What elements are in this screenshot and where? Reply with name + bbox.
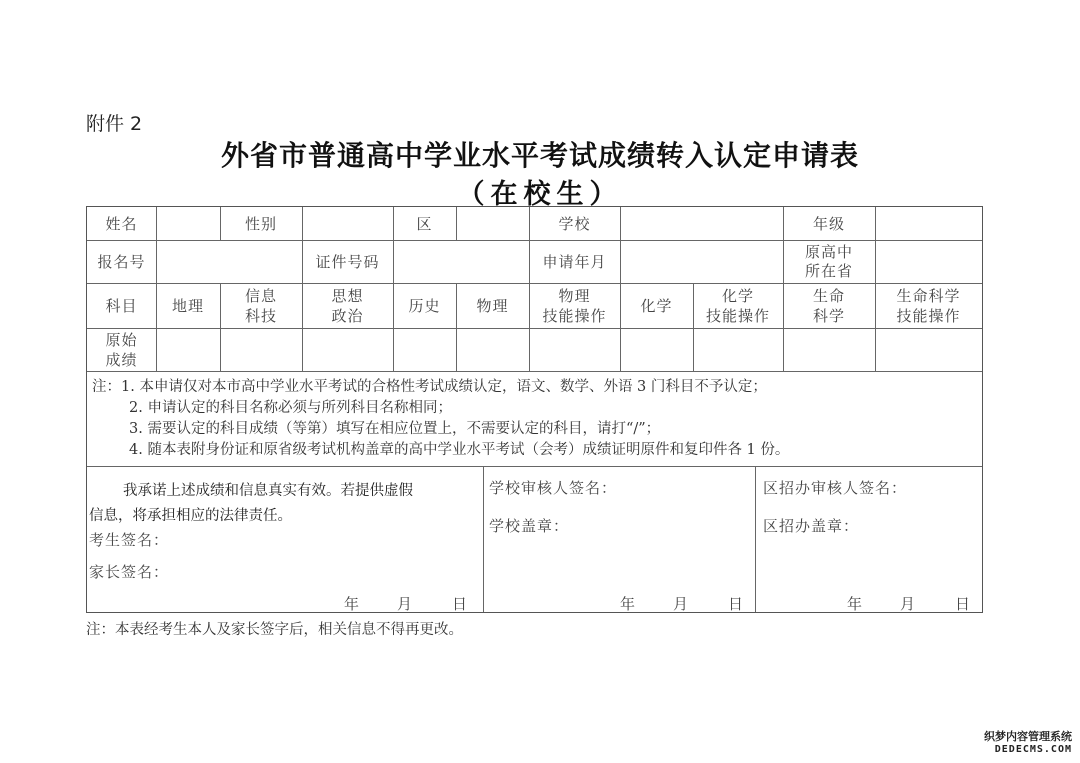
subject-chemistry-lab [693,283,783,328]
school-field[interactable] [621,207,783,240]
subject-biology-line2: 科学 [812,306,845,325]
subject-information-tech-line1: 信息 [244,286,277,305]
subject-biology-line1: 生命 [812,286,845,305]
note-line: 3. 需要认定的科目成绩（等第）填写在相应位置上，不需要认定的科目，请打“/”； [129,421,661,437]
school-seal-label[interactable]: 学校盖章： [489,517,570,535]
student-signature-label[interactable]: 考生签名： [89,531,170,549]
score-field-chemistry-lab[interactable] [694,329,783,371]
subject-physics: 物理 [476,296,509,315]
student-date[interactable] [344,593,467,614]
subject-information-tech-line2: 科技 [244,306,277,325]
subject-physics-lab-line1: 物理 [558,286,591,305]
subject-physics-lab [529,283,620,328]
date-day: 日 [452,595,468,613]
subject-politics-line2: 政治 [331,306,364,325]
name-field[interactable] [157,207,220,240]
form-notes [87,375,982,461]
district-field[interactable] [457,207,529,240]
grade-label: 年级 [812,214,845,233]
date-month: 月 [900,595,916,613]
subject-geography: 地理 [171,296,204,315]
date-year: 年 [344,595,360,613]
apply-month-field[interactable] [621,240,783,283]
registration-number-label: 报名号 [97,252,146,271]
id-number-field[interactable] [394,240,529,283]
gender-label: 性别 [244,214,277,233]
pledge-line2: 信息，将承担相应的法律责任。 [89,508,292,524]
subject-header: 科目 [105,296,138,315]
subject-history: 历史 [408,296,441,315]
subject-chemistry-lab-line2: 技能操作 [705,306,770,325]
score-field-politics[interactable] [303,329,393,371]
score-field-biology[interactable] [784,329,875,371]
district-label: 区 [416,214,433,233]
apply-month-label: 申请年月 [542,252,607,271]
footnote: 注：本表经考生本人及家长签字后，相关信息不得再更改。 [86,622,463,638]
grade-field[interactable] [876,207,982,240]
subject-politics-line1: 思想 [331,286,364,305]
original-province-label-line2: 所在省 [804,261,853,280]
subject-chemistry-lab-line1: 化学 [721,286,754,305]
parent-signature-label[interactable]: 家长签名： [89,563,170,581]
registration-number-field[interactable] [157,240,302,283]
note-line: 注：1. 本申请仅对本市高中学业水平考试的合格性考试成绩认定，语文、数学、外语 3 门科目不予认定； [92,379,767,395]
watermark-line2: DEDECMS.COM [994,744,1072,755]
row-divider [87,466,982,467]
row-divider [87,371,982,372]
original-score-label-line1: 原始 [105,330,138,349]
score-field-geography[interactable] [157,329,220,371]
score-field-chemistry[interactable] [621,329,693,371]
gender-field[interactable] [303,207,393,240]
original-score-label [87,328,156,371]
score-field-physics-lab[interactable] [530,329,620,371]
school-label: 学校 [558,214,591,233]
score-field-biology-lab[interactable] [876,329,982,371]
form-subtitle: （在校生） [457,179,623,210]
date-year: 年 [847,595,863,613]
pledge-line1: 我承诺上述成绩和信息真实有效。若提供虚假 [123,483,413,499]
date-month: 月 [673,595,689,613]
school-date[interactable] [620,593,743,614]
note-line: 2. 申请认定的科目名称必须与所列科目名称相同； [129,400,452,416]
name-label: 姓名 [105,214,138,233]
score-field-information-tech[interactable] [221,329,302,371]
district-reviewer-signature-label[interactable]: 区招办审核人签名： [763,479,908,497]
id-number-label: 证件号码 [315,252,380,271]
subject-biology-lab-line1: 生命科学 [896,286,961,305]
score-field-history[interactable] [394,329,456,371]
col-divider [755,466,756,612]
subject-information-tech [220,283,302,328]
subject-biology-lab-line2: 技能操作 [896,306,961,325]
subject-chemistry: 化学 [640,296,673,315]
application-form-table [86,206,983,613]
date-month: 月 [397,595,413,613]
attachment-label: 附件 2 [86,113,143,135]
original-score-label-line2: 成绩 [105,350,138,369]
col-divider [483,466,484,612]
note-line: 4. 随本表附身份证和原省级考试机构盖章的高中学业水平考试（会考）成绩证明原件和复印件各 1 份。 [129,442,790,458]
score-field-physics[interactable] [457,329,529,371]
original-province-field[interactable] [876,240,982,283]
subject-biology [783,283,875,328]
district-date[interactable] [847,593,970,614]
date-day: 日 [728,595,744,613]
district-seal-label[interactable]: 区招办盖章： [763,517,860,535]
form-title: 外省市普通高中学业水平考试成绩转入认定申请表 [220,139,859,172]
subject-biology-lab [875,283,982,328]
subject-politics [302,283,393,328]
date-day: 日 [955,595,971,613]
school-reviewer-signature-label[interactable]: 学校审核人签名： [489,479,618,497]
watermark-line1: 织梦内容管理系统 [984,730,1072,743]
subject-physics-lab-line2: 技能操作 [542,306,607,325]
date-year: 年 [620,595,636,613]
original-province-label-line1: 原高中 [804,242,853,261]
watermark [984,728,1072,755]
original-province-label [783,240,875,283]
